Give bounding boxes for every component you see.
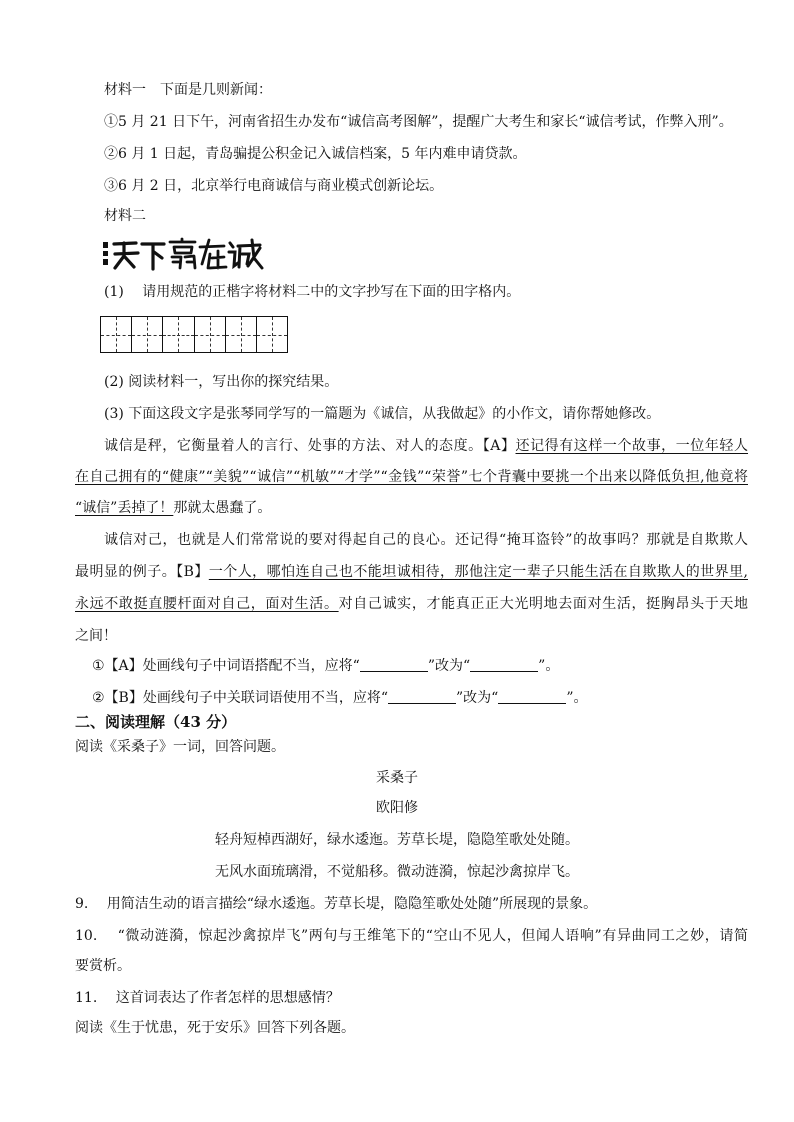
fill-text: ②【B】处画线句子中关联词语使用不当，应将“ (92, 690, 388, 706)
fill-text: ①【A】处画线句子中词语搭配不当，应将“ (92, 658, 360, 674)
section-title: 二、阅读理解（43 分） (75, 713, 237, 731)
fill-item-b (92, 688, 588, 708)
grid-cell[interactable] (101, 317, 132, 352)
tianzige-grid[interactable] (100, 316, 288, 353)
essay-p2-line1: 诚信对己，也就是人们常常说的要对得起自己的良心。还记得“掩耳盗铃”的故事吗？那就是自欺欺人 (104, 532, 748, 548)
answer-blank-a2[interactable] (470, 657, 538, 672)
material2-heading: 材料二 (104, 208, 146, 224)
essay-underlined-a: 在自己拥有的“健康”“美貌”“诚信”“机敏”“才学”“金钱”“荣誉”七个背囊中要挑一个出来以降低负担,他竟将 (75, 469, 748, 485)
fill-text: ”。 (566, 690, 588, 706)
grid-cell[interactable] (195, 317, 226, 352)
grid-cell[interactable] (132, 317, 163, 352)
poem-line-2: 无风水面琉璃滑，不觉船移。微动涟漪，惊起沙禽掠岸飞。 (215, 864, 579, 880)
essay-p2-line2 (75, 562, 748, 582)
poem-author: 欧阳修 (376, 800, 418, 816)
material1-heading: 材料一 下面是几则新闻： (104, 82, 272, 98)
question-10-line1: 10. “微动涟漪，惊起沙禽掠岸飞”两句与王维笔下的“空山不见人，但闻人语响”有异曲同工之妙，请简 (75, 928, 748, 944)
question-2: (2) 阅读材料一，写出你的探究结果。 (104, 374, 339, 390)
fill-text: ”改为“ (456, 690, 499, 706)
essay-underlined-a: 还记得有这样一个故事，一位年轻人 (515, 438, 749, 454)
grid-cell[interactable] (226, 317, 257, 352)
question-1: (1) 请用规范的正楷字将材料二中的文字抄写在下面的田字格内。 (104, 284, 521, 300)
answer-blank-a1[interactable] (360, 657, 428, 672)
fill-item-a (92, 656, 559, 676)
essay-p2-line4: 之间！ (75, 628, 117, 644)
answer-blank-b2[interactable] (498, 689, 566, 704)
essay-text: 对自己诚实，才能真正正大光明地去面对生活，挺胸昂头于天地 (338, 596, 749, 612)
poem-line-1: 轻舟短棹西湖好，绿水逶迤。芳草长堤，隐隐笙歌处处随。 (215, 832, 579, 848)
grid-cell[interactable] (257, 317, 287, 352)
news-item-3: ③6 月 2 日，北京举行电商诚信与商业模式创新论坛。 (104, 178, 444, 194)
news-item-2: ②6 月 1 日起，青岛骗提公积金记入诚信档案，5 年内难申请贷款。 (104, 146, 527, 162)
section-intro: 阅读《采桑子》一词，回答问题。 (75, 739, 285, 755)
calligraphy-image (102, 234, 268, 274)
essay-underlined-b: 永远不敢挺直腰杆面对自己，面对生活。 (75, 596, 339, 612)
essay-text: 那就太愚蠢了。 (173, 500, 272, 516)
news-item-1: ①5 月 21 日下午，河南省招生办发布“诚信高考图解”，提醒广大考生和家长“诚信考试，作弊入刑”。 (104, 114, 733, 130)
essay-p1-line1 (104, 436, 748, 456)
next-reading-intro: 阅读《生于忧患，死于安乐》回答下列各题。 (75, 1020, 355, 1036)
answer-blank-b1[interactable] (388, 689, 456, 704)
essay-underlined-a: “诚信”丢掉了！ (75, 500, 174, 516)
question-10-line2: 要赏析。 (75, 958, 131, 974)
essay-p1-line2 (75, 467, 748, 487)
question-3: (3) 下面这段文字是张琴同学写的一篇题为《诚信，从我做起》的小作文，请你帮她修改。 (104, 406, 661, 422)
poem-title: 采桑子 (376, 770, 418, 786)
fill-text: ”改为“ (427, 658, 471, 674)
question-11: 11. 这首词表达了作者怎样的思想感情？ (75, 990, 340, 1006)
question-9: 9. 用简洁生动的语言描绘“绿水逶迤。芳草长堤，隐隐笙歌处处随”所展现的景象。 (75, 896, 598, 912)
fill-text: ”。 (538, 658, 560, 674)
essay-text: 最明显的例子。【B】 (75, 564, 209, 580)
essay-text: 诚信是秤，它衡量着人的言行、处事的方法、对人的态度。【A】 (104, 438, 516, 454)
grid-cell[interactable] (163, 317, 194, 352)
essay-p2-line3 (75, 594, 748, 614)
essay-underlined-b: 一个人，哪怕连自己也不能坦诚相待，那他注定一辈子只能生活在自欺欺人的世界里, (208, 564, 748, 580)
essay-p1-line3 (75, 498, 271, 518)
